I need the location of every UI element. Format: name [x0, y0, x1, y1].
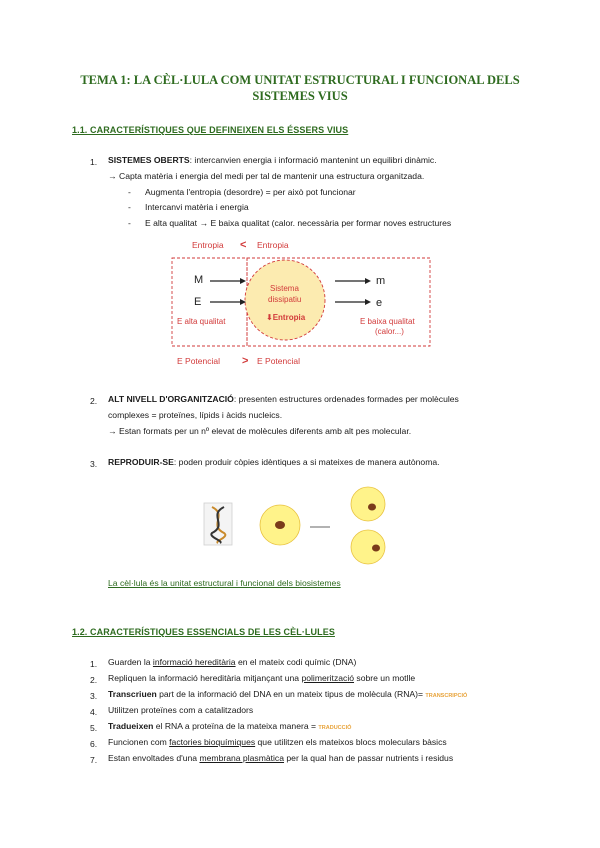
- entropia-down-label: ⬇Entropia: [266, 313, 306, 322]
- item-2-text: [108, 394, 459, 405]
- list-item-text: part de la informació del DNA en un mateix tipus de molècula (RNA)=: [156, 689, 426, 699]
- page-title: [60, 72, 540, 104]
- item-2-rest: : presenten estructures ordenades formades per molècules: [233, 394, 459, 404]
- cell-division-illustration: [200, 485, 400, 565]
- list-item: Utilitzen proteïnes com a catalitzadors: [108, 705, 254, 715]
- item-number: 5.: [90, 723, 98, 733]
- list-item: [108, 689, 467, 702]
- entropia-right-label: Entropia: [257, 240, 289, 250]
- item-1-rest: : intercanvien energia i informació mantenint un equilibri dinàmic.: [189, 155, 437, 165]
- item-2-line2: complexes = proteïnes, lípids i àcids nucleics.: [108, 410, 283, 420]
- item-3-bold: REPRODUIR-SE: [108, 457, 174, 467]
- title-line-2: SISTEMES VIUS: [252, 89, 348, 103]
- item-number: 3.: [90, 459, 98, 469]
- list-item-text: Funcionen com: [108, 737, 170, 747]
- item-number: 4.: [90, 707, 98, 717]
- list-item: [108, 753, 453, 764]
- calor-label: (calor...): [375, 327, 404, 336]
- entropia-left-label: Entropia: [192, 240, 224, 250]
- item-number: 2.: [90, 675, 98, 685]
- list-item-text: Guarden la: [108, 657, 153, 667]
- dissipatiu-label: dissipatiu: [268, 295, 302, 304]
- item-1-bold: SISTEMES OBERTS: [108, 155, 190, 165]
- bullet-1: Augmenta l'entropia (desordre) = per això pot funcionar: [145, 187, 356, 197]
- traduccio-tag: TRADUCCIÓ: [318, 725, 352, 731]
- list-item-text: que utilitzen els mateixos blocs moleculars bàsics: [255, 737, 447, 747]
- section-heading-2: 1.2. CARACTERÍSTIQUES ESSENCIALS DE LES CÈL·LULES: [72, 627, 335, 637]
- list-item-underlined: factories bioquímiques: [169, 737, 256, 747]
- e-potencial-right: E Potencial: [257, 356, 300, 366]
- e-potencial-left: E Potencial: [177, 356, 220, 366]
- daughter-cell-top: [351, 487, 385, 521]
- e-baixa-label: E baixa qualitat: [360, 317, 415, 326]
- item-3-text: [108, 457, 440, 468]
- list-item: [108, 673, 415, 684]
- item-3-rest: : poden produir còpies idèntiques a si mateixes de manera autònoma.: [173, 457, 440, 467]
- item-number: 1.: [90, 659, 98, 669]
- label-m: m: [376, 275, 386, 287]
- item-number: 7.: [90, 755, 98, 765]
- list-item-text: Repliquen la informació hereditària mitjançant una: [108, 673, 302, 683]
- item-1-text: [108, 155, 437, 166]
- list-item-text: Estan envoltades d'una: [108, 753, 200, 763]
- list-item-underlined: informació hereditària: [152, 657, 236, 667]
- list-item-bold: Transcriuen: [108, 689, 157, 699]
- list-item-text: en el mateix codi químic (DNA): [235, 657, 357, 667]
- section-heading-1: 1.1. CARACTERÍSTIQUES QUE DEFINEIXEN ELS ÉSSERS VIUS: [72, 125, 349, 135]
- item-2-arrow-line: → Estan formats per un nº elevat de molècules diferents amb alt pes molecular.: [108, 426, 412, 436]
- daughter-nucleus-top: [368, 504, 376, 511]
- transcripcio-tag: TRANSCRIPCIÓ: [425, 693, 468, 699]
- title-line-1: TEMA 1: LA CÈL·LULA COM UNITAT ESTRUCTURAL I FUNCIONAL DELS: [80, 73, 520, 87]
- item-1-arrow-line: → Capta matèria i energia del medi per tal de mantenir una estructura organitzada.: [108, 171, 425, 181]
- dissipative-system-diagram: [160, 236, 440, 376]
- list-item-underlined: membrana plasmàtica: [199, 753, 285, 763]
- sistema-label: Sistema: [270, 284, 299, 293]
- conclusion-text: La cèl·lula és la unitat estructural i funcional dels biosistemes: [108, 578, 341, 588]
- item-number: 6.: [90, 739, 98, 749]
- item-number: 1.: [90, 157, 98, 167]
- list-item-underlined: polimerització: [301, 673, 355, 683]
- label-e: e: [376, 297, 383, 309]
- parent-nucleus: [275, 521, 285, 529]
- greater-than-sign: >: [242, 355, 249, 367]
- item-number: 3.: [90, 691, 98, 701]
- label-M: M: [194, 274, 204, 286]
- label-E: E: [194, 296, 202, 308]
- list-item: [108, 657, 356, 668]
- item-2-bold: ALT NIVELL D'ORGANITZACIÓ: [108, 394, 234, 404]
- bullet-3: E alta qualitat → E baixa qualitat (calor. necessària per formar noves estructures: [145, 218, 452, 228]
- list-item: [108, 721, 351, 734]
- list-item-text: el RNA a proteïna de la mateixa manera =: [153, 721, 319, 731]
- list-item-text: sobre un motlle: [354, 673, 416, 683]
- bullet-2: Intercanvi matèria i energia: [145, 202, 249, 212]
- list-item: [108, 737, 447, 748]
- less-than-sign: <: [240, 239, 247, 251]
- e-alta-label: E alta qualitat: [177, 317, 226, 326]
- item-number: 2.: [90, 396, 98, 406]
- daughter-cell-bottom: [351, 530, 385, 564]
- list-item-bold: Tradueixen: [108, 721, 154, 731]
- list-item-text: per la qual han de passar nutrients i residus: [284, 753, 454, 763]
- daughter-nucleus-bottom: [372, 545, 380, 552]
